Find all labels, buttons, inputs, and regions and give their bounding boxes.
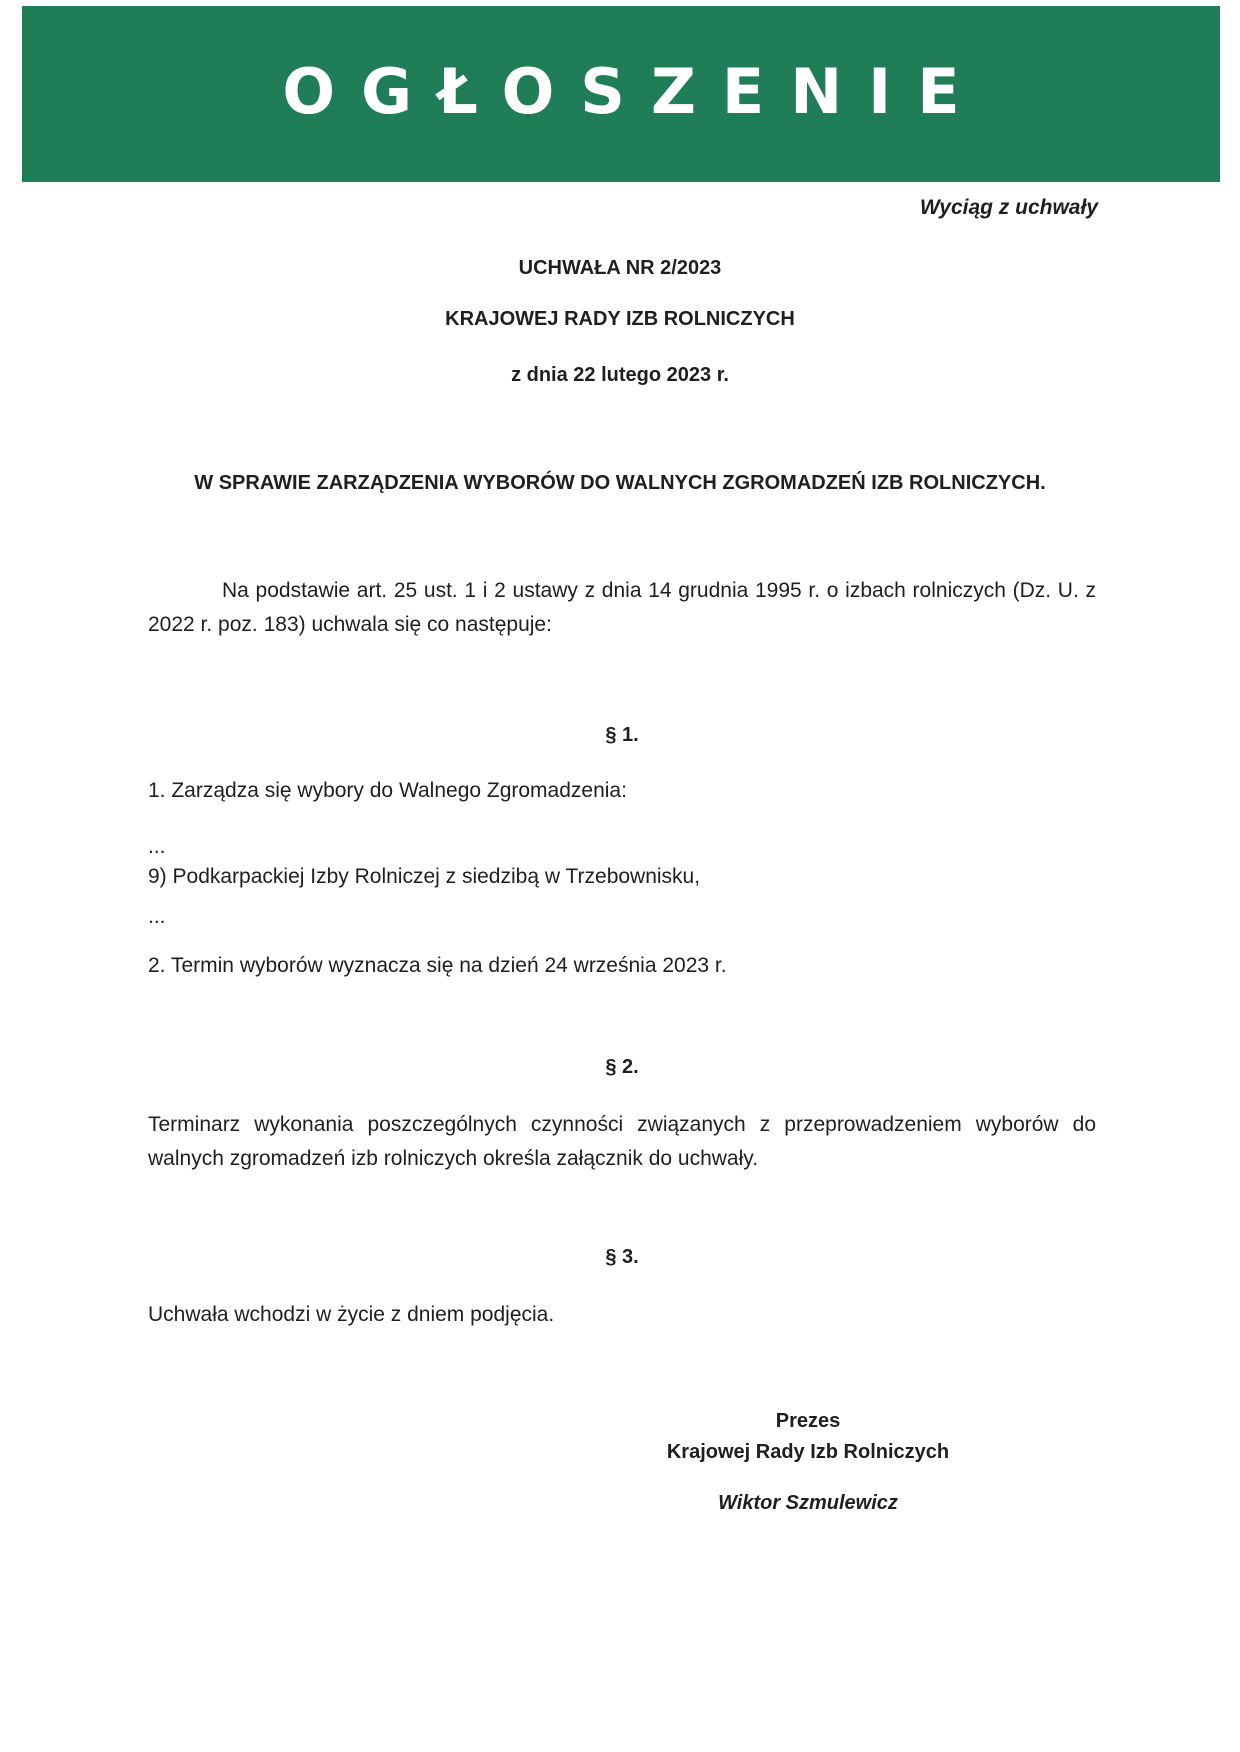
section-1-item-9: 9) Podkarpackiej Izby Rolniczej z siedzibą w Trzebownisku, xyxy=(148,865,701,888)
resolution-issuer: KRAJOWEJ RADY IZB ROLNICZYCH xyxy=(445,308,795,330)
resolution-subject: W SPRAWIE ZARZĄDZENIA WYBORÓW DO WALNYCH ZGROMADZEŃ IZB ROLNICZYCH. xyxy=(194,472,1046,494)
section-1-point-1: 1. Zarządza się wybory do Walnego Zgromadzenia: xyxy=(148,779,627,802)
section-3-text: Uchwała wchodzi w życie z dniem podjęcia. xyxy=(148,1303,555,1326)
section-2-mark: § 2. xyxy=(605,1056,639,1078)
preamble: Na podstawie art. 25 ust. 1 i 2 ustawy z dnia 14 grudnia 1995 r. o izbach rolniczych (Dz. U. z 2022 r. poz. 183) uchwala się co następuje: xyxy=(148,579,1096,636)
section-2-text: Terminarz wykonania poszczególnych czynności związanych z przeprowadzeniem wyborów do walnych zgromadzeń izb rolniczych określa załącznik do uchwały. xyxy=(148,1113,1096,1170)
extract-subtitle: Wyciąg z uchwały xyxy=(919,196,1098,219)
section-1-mark: § 1. xyxy=(605,724,639,746)
resolution-number: UCHWAŁA NR 2/2023 xyxy=(518,257,722,279)
section-1-ellipsis-1: ... xyxy=(148,835,166,858)
section-1-ellipsis-2: ... xyxy=(148,905,166,928)
section-3-mark: § 3. xyxy=(605,1246,639,1268)
header-banner xyxy=(22,6,1220,182)
signature-role: Prezes xyxy=(775,1410,841,1432)
signature-organization: Krajowej Rady Izb Rolniczych xyxy=(666,1441,950,1463)
section-1-point-2: 2. Termin wyborów wyznacza się na dzień 24 września 2023 r. xyxy=(148,954,727,977)
signature-name: Wiktor Szmulewicz xyxy=(718,1492,898,1514)
resolution-date: z dnia 22 lutego 2023 r. xyxy=(511,364,729,386)
banner-title: OGŁOSZENIE xyxy=(282,54,986,128)
